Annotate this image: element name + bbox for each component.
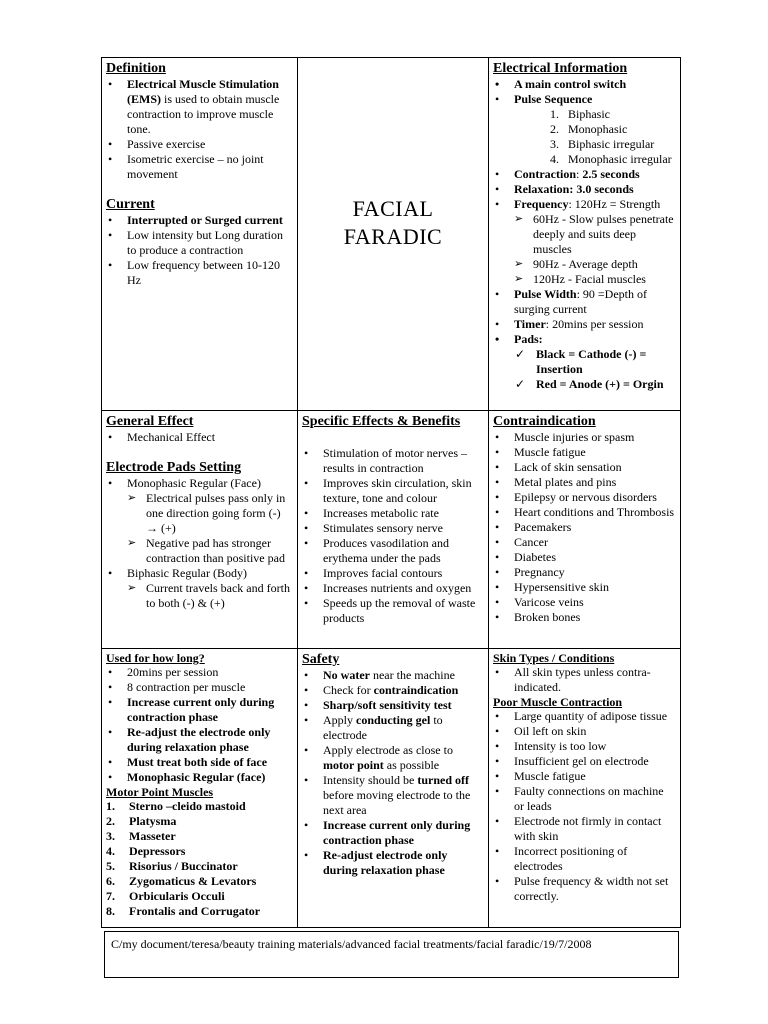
list-item: • No water near the machine (302, 668, 484, 683)
cell-definition-current (102, 58, 297, 410)
list-item: • Lack of skin sensation (493, 460, 676, 475)
list-item: • Check for contraindication (302, 683, 484, 698)
list-item: • Incorrect positioning of electrodes (493, 844, 676, 874)
list-item: • Pulse frequency & width not set correctly. (493, 874, 676, 904)
cell-skin-types (489, 649, 680, 927)
cell-contraindication (489, 411, 680, 648)
electrode-pads-heading: Electrode Pads Setting (106, 460, 242, 475)
list-item: • Large quantity of adipose tissue (493, 709, 676, 724)
list-item: • Epilepsy or nervous disorders (493, 490, 676, 505)
frequency-list (514, 212, 676, 287)
electrode-pads-list-2 (106, 566, 293, 581)
list-item: ➢ 120Hz - Facial muscles (514, 272, 676, 287)
list-item: • Muscle fatigue (493, 769, 676, 784)
list-item: ➢ Current travels back and forth to both (-) & (+) (127, 581, 293, 611)
list-item: • Intensity is too low (493, 739, 676, 754)
list-item: • All skin types unless contra-indicated. (493, 665, 676, 695)
list-item: • Stimulation of motor nerves – results in contraction (302, 446, 484, 476)
list-item: 6. Zygomaticus & Levators (106, 874, 257, 888)
list-item: • Re-adjust electrode only during relaxation phase (302, 848, 484, 878)
list-item: • Re-adjust the electrode only during relaxation phase (106, 725, 293, 755)
list-item: • 8 contraction per muscle (106, 680, 293, 695)
list-item: • Varicose veins (493, 595, 676, 610)
list-item: ✓ Red = Anode (+) = Orgin (514, 377, 676, 392)
list-item: 2. Platysma (106, 814, 177, 828)
list-item: 3. Masseter (106, 829, 176, 843)
list-item: ➢ Negative pad has stronger contraction than positive pad (127, 536, 293, 566)
list-item: 1. Biphasic (550, 107, 610, 121)
list-item: 1. Sterno –cleido mastoid (106, 799, 246, 813)
list-item: • 20mins per session (106, 665, 293, 680)
list-item: • Must treat both side of face (106, 755, 293, 770)
list-item: • Pacemakers (493, 520, 676, 535)
skin-types-heading: Skin Types / Conditions (493, 651, 615, 665)
list-item: • A main control switch (493, 77, 676, 92)
contraindication-list (493, 430, 676, 625)
list-item: • Passive exercise (106, 137, 293, 152)
current-heading: Current (106, 197, 155, 212)
list-item: ✓ Black = Cathode (-) = Insertion (514, 347, 676, 377)
pads-list (514, 347, 676, 392)
list-item: 3. Biphasic irregular (550, 137, 655, 151)
cell-title (298, 58, 488, 410)
biphasic-list (127, 581, 293, 611)
list-item: • Monophasic Regular (face) (106, 770, 293, 785)
list-item: 8. Frontalis and Corrugator (106, 904, 261, 918)
electrode-pads-list (106, 476, 293, 491)
list-item: • Apply conducting gel to electrode (302, 713, 484, 743)
list-item: • Insufficient gel on electrode (493, 754, 676, 769)
list-item: • Broken bones (493, 610, 676, 625)
table-border-right (680, 57, 681, 928)
electrical-list (493, 77, 676, 107)
list-item: • Mechanical Effect (106, 430, 293, 445)
list-item: • Biphasic Regular (Body) (106, 566, 293, 581)
title-line-2: FARADIC (343, 224, 443, 249)
poor-contraction-heading: Poor Muscle Contraction (493, 695, 623, 709)
table-border-bottom (101, 927, 681, 928)
poor-contraction-list (493, 709, 676, 904)
monophasic-list (127, 491, 293, 566)
list-item: • Monophasic Regular (Face) (106, 476, 293, 491)
cell-safety (298, 649, 488, 927)
general-effect-list (106, 430, 293, 445)
list-item: 2. Monophasic (550, 122, 628, 136)
list-item: • Interrupted or Surged current (106, 213, 293, 228)
list-item: • Muscle fatigue (493, 445, 676, 460)
list-item: • Timer: 20mins per session (493, 317, 676, 332)
electrical-list-2 (493, 167, 676, 212)
list-item: • Low frequency between 10-120 Hz (106, 258, 293, 288)
list-item: • Metal plates and pins (493, 475, 676, 490)
list-item (493, 92, 676, 107)
list-item: • Increases nutrients and oxygen (302, 581, 484, 596)
list-item: 4. Depressors (106, 844, 186, 858)
list-item: • Electrode not firmly in contact with skin (493, 814, 676, 844)
list-item: • Improves facial contours (302, 566, 484, 581)
list-item: • Pregnancy (493, 565, 676, 580)
list-item: ➢ Electrical pulses pass only in one direction going form (-) → (+) (127, 491, 293, 536)
safety-list (302, 668, 484, 878)
list-item: • Intensity should be turned off before moving electrode to the next area (302, 773, 484, 818)
list-item: • Pads: (493, 332, 676, 347)
cell-general-effect (102, 411, 297, 648)
motor-point-heading: Motor Point Muscles (106, 785, 214, 799)
pulse-sequence-label: Pulse Sequence (514, 92, 593, 106)
electrical-list-3 (493, 287, 676, 347)
list-item: • Hypersensitive skin (493, 580, 676, 595)
list-item: • Low intensity but Long duration to produce a contraction (106, 228, 293, 258)
list-item: • Pulse Width: 90 =Depth of surging current (493, 287, 676, 317)
list-item: • Sharp/soft sensitivity test (302, 698, 484, 713)
list-item: 7. Orbicularis Occuli (106, 889, 225, 903)
pulse-sequence-list (550, 107, 676, 167)
list-item: • Oil left on skin (493, 724, 676, 739)
list-item: • Diabetes (493, 550, 676, 565)
list-item: • Produces vasodilation and erythema under the pads (302, 536, 484, 566)
footer-file-path: C/my document/teresa/beauty training materials/advanced facial treatments/facial faradic/19/7/2008 (111, 937, 592, 951)
definition-list (106, 77, 293, 182)
footer-box (104, 931, 679, 978)
list-item: • Muscle injuries or spasm (493, 430, 676, 445)
list-item: 5. Risorius / Buccinator (106, 859, 238, 873)
list-item: • Heart conditions and Thrombosis (493, 505, 676, 520)
electrical-heading: Electrical Information (493, 61, 628, 76)
list-item: • Increase current only during contraction phase (106, 695, 293, 725)
used-for-list (106, 665, 293, 785)
specific-effects-list (302, 446, 484, 626)
cell-specific-effects (298, 411, 488, 648)
list-item: • Cancer (493, 535, 676, 550)
list-item: • Increases metabolic rate (302, 506, 484, 521)
safety-heading: Safety (302, 652, 340, 667)
specific-effects-heading: Specific Effects & Benefits (302, 414, 461, 429)
list-item: 4. Monophasic irregular (550, 152, 672, 166)
list-item: • Increase current only during contraction phase (302, 818, 484, 848)
contraindication-heading: Contraindication (493, 414, 596, 429)
list-item: • Stimulates sensory nerve (302, 521, 484, 536)
motor-point-list (106, 799, 293, 919)
list-item: • Electrical Muscle Stimulation (EMS) is used to obtain muscle contraction to improve muscle tone. (106, 77, 293, 137)
current-list (106, 213, 293, 288)
page-title (298, 195, 488, 251)
list-item: ➢ 90Hz - Average depth (514, 257, 676, 272)
list-item: • Isometric exercise – no joint movement (106, 152, 293, 182)
general-effect-heading: General Effect (106, 414, 194, 429)
cell-electrical-info (489, 58, 680, 410)
list-item: • Frequency: 120Hz = Strength (493, 197, 676, 212)
title-line-1: FACIAL (352, 196, 434, 221)
list-item: • Speeds up the removal of waste products (302, 596, 484, 626)
definition-heading: Definition (106, 61, 166, 76)
list-item: • Apply electrode as close to motor point as possible (302, 743, 484, 773)
cell-used-for (102, 649, 297, 927)
skin-types-list (493, 665, 676, 695)
list-item: ➢ 60Hz - Slow pulses penetrate deeply and suits deep muscles (514, 212, 676, 257)
list-item: • Contraction: 2.5 seconds (493, 167, 676, 182)
used-for-heading: Used for how long? (106, 651, 205, 665)
list-item: • Faulty connections on machine or leads (493, 784, 676, 814)
list-item: • Improves skin circulation, skin texture, tone and colour (302, 476, 484, 506)
list-item: • Relaxation: 3.0 seconds (493, 182, 676, 197)
